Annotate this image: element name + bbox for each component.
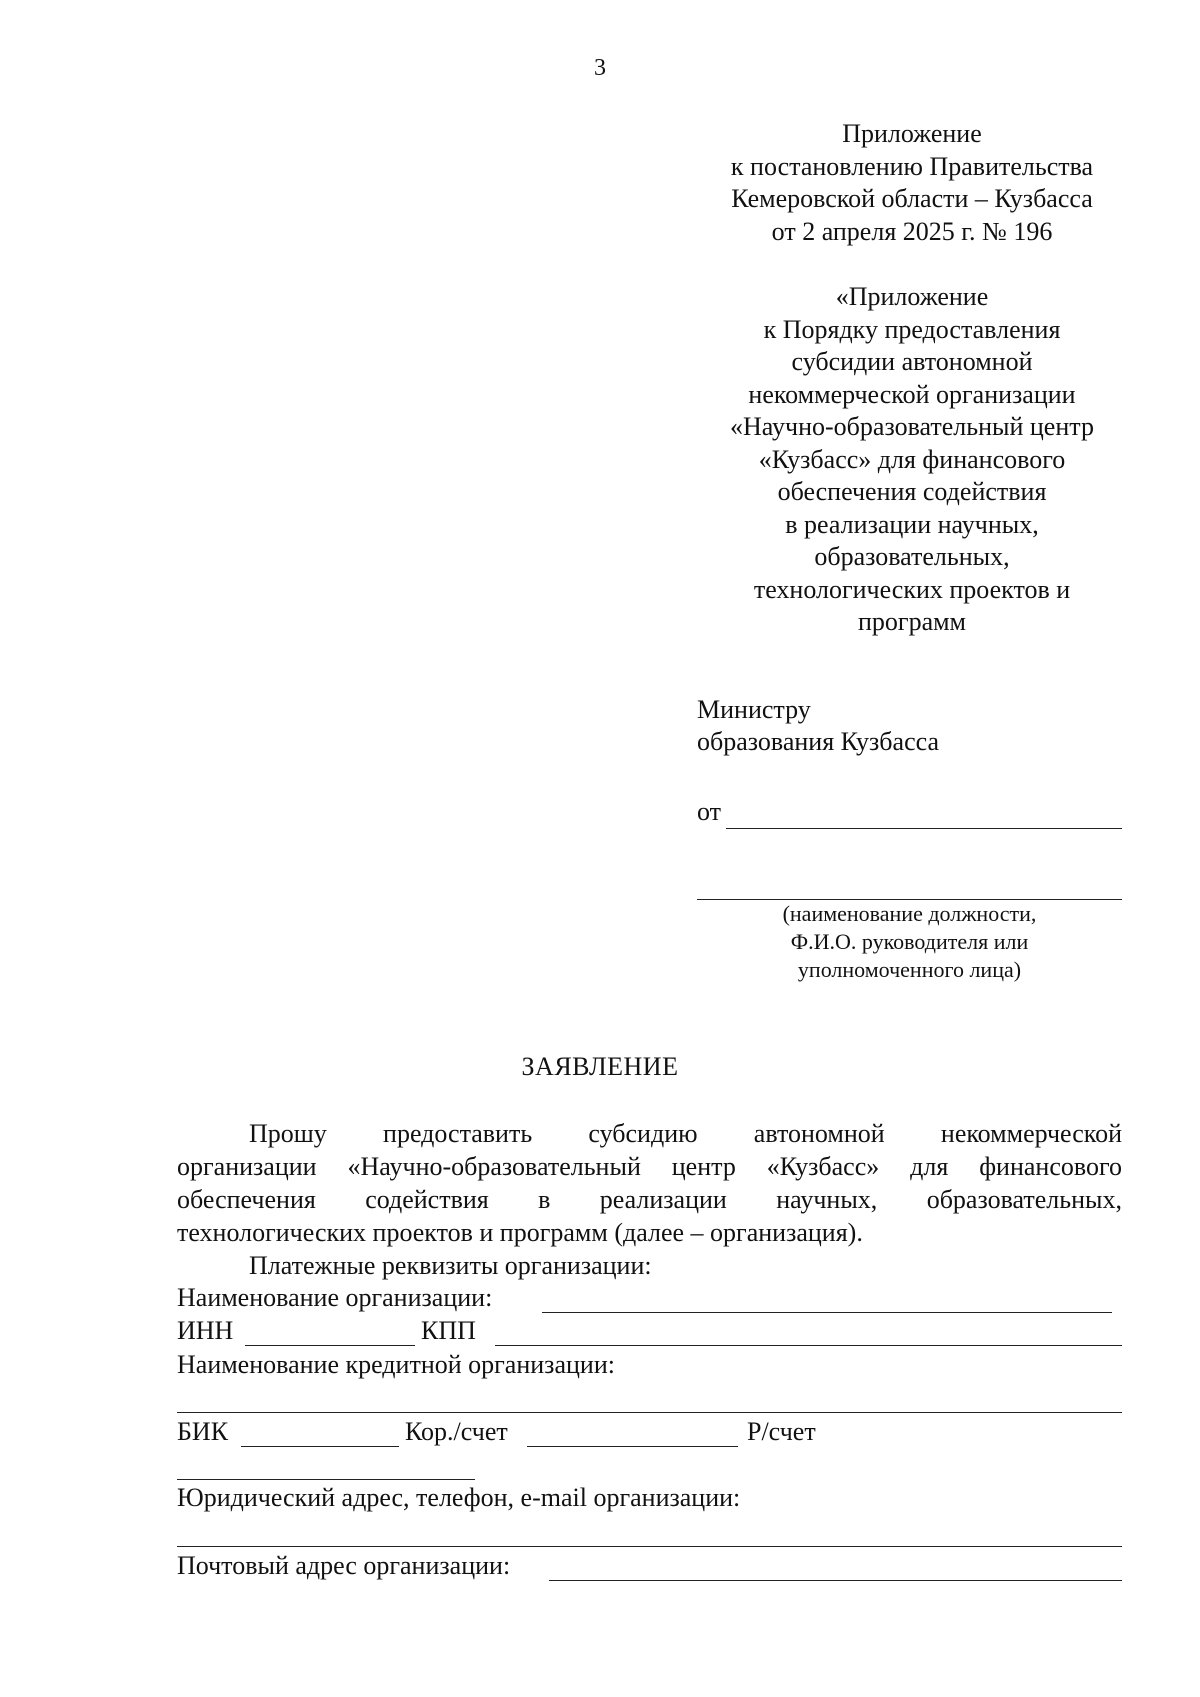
order-appendix-line: обеспечения содействия — [777, 477, 1047, 506]
document-title: ЗАЯВЛЕНИЕ — [521, 1052, 679, 1081]
order-appendix-line: «Кузбасс» для финансового — [758, 444, 1066, 474]
appendix-header-line: к постановлению Правительства — [730, 151, 1094, 181]
appendix-header-line: Приложение — [842, 119, 982, 148]
order-appendix-line: субсидии автономной — [791, 347, 1033, 376]
from-field-line[interactable] — [726, 828, 1122, 829]
addressee-line: образования Кузбасса — [697, 727, 940, 756]
order-appendix-line: «Приложение — [835, 282, 989, 311]
order-appendix-line: «Научно-образовательный центр — [730, 412, 1094, 441]
order-appendix-line: к Порядку предоставления — [763, 314, 1061, 344]
body-line: организации «Научно-образовательный центр «Кузбасс» для финансового — [177, 1152, 1122, 1181]
order-appendix-line: технологических проектов и — [753, 574, 1071, 604]
org-name-label: Наименование организации: — [177, 1283, 493, 1312]
addressee-line: Министру — [697, 695, 811, 724]
account-field-line[interactable] — [177, 1479, 475, 1480]
order-appendix-line: образовательных, — [814, 542, 1010, 571]
sender-caption-line: Ф.И.О. руководителя или — [790, 929, 1029, 954]
sender-field-caption — [697, 900, 1122, 984]
account-label: Р/счет — [747, 1417, 816, 1446]
application-body — [177, 1117, 1122, 1282]
org-name-field-line[interactable] — [542, 1312, 1112, 1313]
inn-label: ИНН — [177, 1316, 234, 1345]
bank-name-field-line[interactable] — [177, 1412, 1122, 1413]
appendix-header — [645, 118, 1179, 248]
body-line: обеспечения содействия в реализации научных, образовательных, — [177, 1185, 1122, 1214]
addressee — [697, 694, 939, 758]
legal-address-row — [177, 1481, 1122, 1515]
bank-name-label: Наименование кредитной организации: — [177, 1350, 615, 1379]
order-appendix-line: в реализации научных, — [785, 509, 1039, 539]
bank-name-row — [177, 1348, 1122, 1382]
sender-caption-line: (наименование должности, — [782, 901, 1037, 926]
legal-address-field-line[interactable] — [177, 1546, 1122, 1547]
order-appendix-line: программ — [857, 607, 967, 636]
legal-address-label: Юридический адрес, телефон, e-mail организации: — [177, 1483, 741, 1512]
order-appendix-block — [680, 281, 1144, 639]
bank-details-row — [177, 1415, 1122, 1449]
from-row — [697, 797, 1122, 831]
order-appendix-line: некоммерческой организации — [748, 379, 1076, 409]
body-line: технологических проектов и программ (далее – организация). — [177, 1218, 863, 1247]
page-number: 3 — [594, 55, 606, 81]
body-line: Платежные реквизиты организации: — [249, 1251, 652, 1280]
postal-address-row — [177, 1549, 1122, 1583]
kpp-field-line[interactable] — [495, 1345, 1122, 1346]
postal-address-label: Почтовый адрес организации: — [177, 1551, 511, 1580]
org-name-row — [177, 1281, 1122, 1315]
appendix-header-line: от 2 апреля 2025 г. № 196 — [771, 216, 1053, 246]
corr-account-field-line[interactable] — [527, 1446, 738, 1447]
body-line: Прошу предоставить субсидию автономной некоммерческой — [249, 1119, 1122, 1148]
appendix-header-line: Кемеровской области – Кузбасса — [731, 184, 1093, 213]
postal-address-field-line[interactable] — [549, 1580, 1122, 1581]
inn-field-line[interactable] — [245, 1345, 415, 1346]
bik-label: БИК — [177, 1417, 229, 1446]
bik-field-line[interactable] — [241, 1446, 399, 1447]
from-label: от — [697, 797, 722, 826]
corr-account-label: Кор./счет — [405, 1417, 508, 1446]
inn-kpp-row — [177, 1314, 1122, 1348]
sender-caption-line: уполномоченного лица) — [797, 957, 1022, 982]
kpp-label: КПП — [421, 1316, 476, 1345]
